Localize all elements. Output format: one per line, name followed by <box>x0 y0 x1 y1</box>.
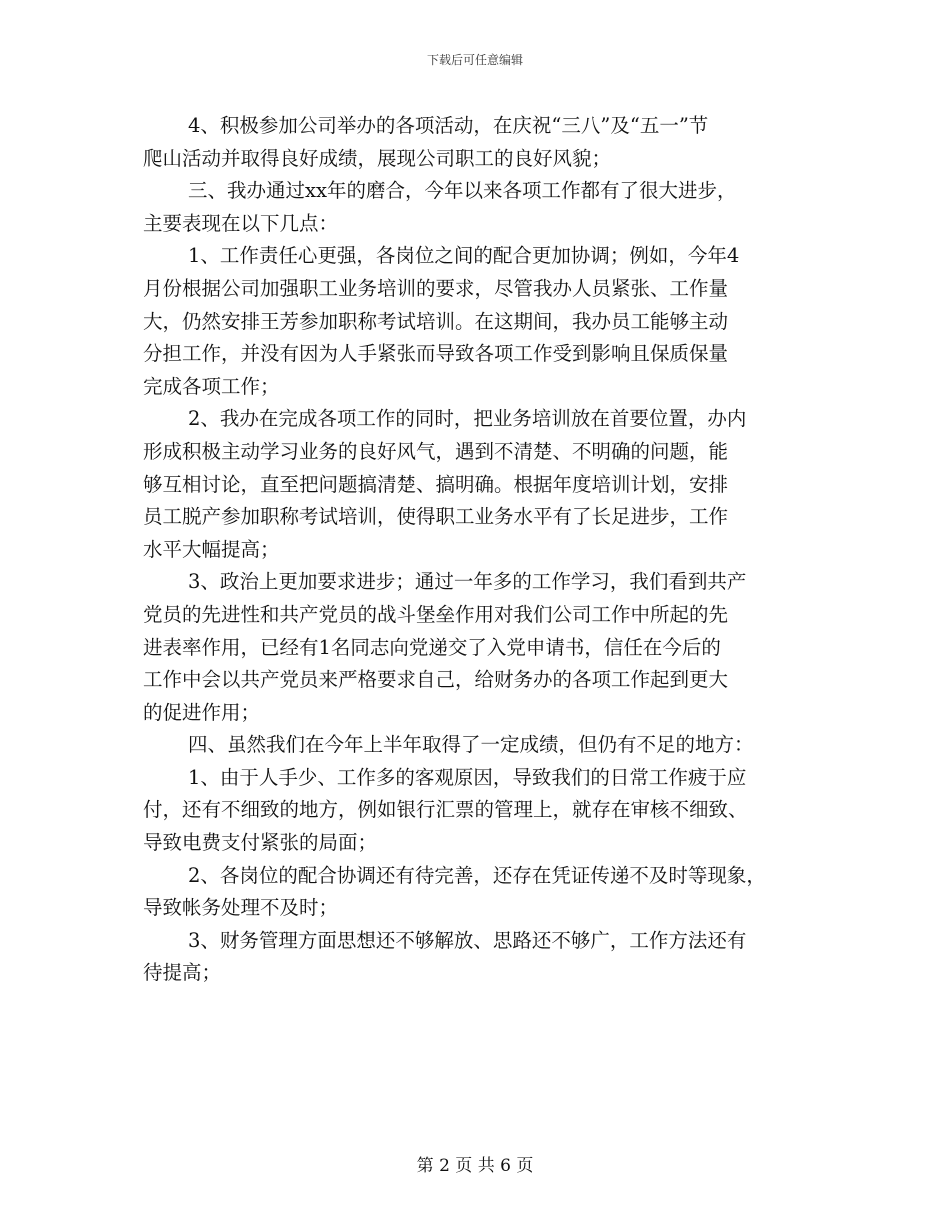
text-line: 主要表现在以下几点： <box>143 211 339 235</box>
text-line: 进表率作用，已经有1名同志向党递交了入党申请书，信任在今后的 <box>143 635 721 659</box>
text-line: 4、积极参加公司举办的各项活动，在庆祝“三八”及“五一”节 <box>188 114 709 137</box>
text-line: 1、工作责任心更强，各岗位之间的配合更加协调；例如，今年4 <box>188 244 740 268</box>
text-line: 分担工作，并没有因为人手紧张而导致各项工作受到影响且保质保量 <box>143 342 729 366</box>
text-line: 月份根据公司加强职工业务培训的要求，尽管我办人员紧张、工作量 <box>143 276 729 300</box>
text-line: 三、我办通过xx年的磨合，今年以来各项工作都有了很大进步， <box>188 179 737 203</box>
text-line: 够互相讨论，直至把问题搞清楚、搞明确。根据年度培训计划，安排 <box>143 472 729 496</box>
text-line: 工作中会以共产党员来严格要求自己，给财务办的各项工作起到更大 <box>143 668 729 692</box>
text-line: 导致电费支付紧张的局面； <box>143 831 378 855</box>
text-line: 导致帐务处理不及时； <box>143 896 339 920</box>
text-line: 完成各项工作； <box>143 374 280 398</box>
text-line: 大，仍然安排王芳参加职称考试培训。在这期间，我办员工能够主动 <box>143 309 729 333</box>
text-line: 员工脱产参加职称考试培训，使得职工业务水平有了长足进步，工作 <box>143 505 729 529</box>
text-line: 待提高； <box>143 961 222 985</box>
text-line: 付，还有不细致的地方，例如银行汇票的管理上，就存在审核不细致、 <box>143 798 748 822</box>
page-header: 下载后可任意编辑 <box>426 53 523 67</box>
text-line: 党员的先进性和共产党员的战斗堡垒作用对我们公司工作中所起的先 <box>143 602 729 626</box>
text-line: 的促进作用； <box>143 700 261 724</box>
text-line: 2、我办在完成各项工作的同时，把业务培训放在首要位置，办内 <box>188 407 747 431</box>
text-line: 四、虽然我们在今年上半年取得了一定成绩，但仍有不足的地方： <box>188 733 754 757</box>
text-line: 爬山活动并取得良好成绩，展现公司职工的良好风貌； <box>143 146 612 170</box>
text-line: 3、政治上更加要求进步；通过一年多的工作学习，我们看到共产 <box>188 570 747 594</box>
text-line: 3、财务管理方面思想还不够解放、思路还不够广，工作方法还有 <box>188 928 747 952</box>
text-line: 1、由于人手少、工作多的客观原因，导致我们的日常工作疲于应 <box>188 765 747 789</box>
text-line: 水平大幅提高； <box>143 537 280 561</box>
document-body <box>143 110 808 990</box>
text-line: 形成积极主动学习业务的良好风气，遇到不清楚、不明确的问题，能 <box>143 439 729 463</box>
text-line: 2、各岗位的配合协调还有待完善，还存在凭证传递不及时等现象， <box>188 863 766 887</box>
page-footer: 第 2 页 共 6 页 <box>416 1156 534 1176</box>
